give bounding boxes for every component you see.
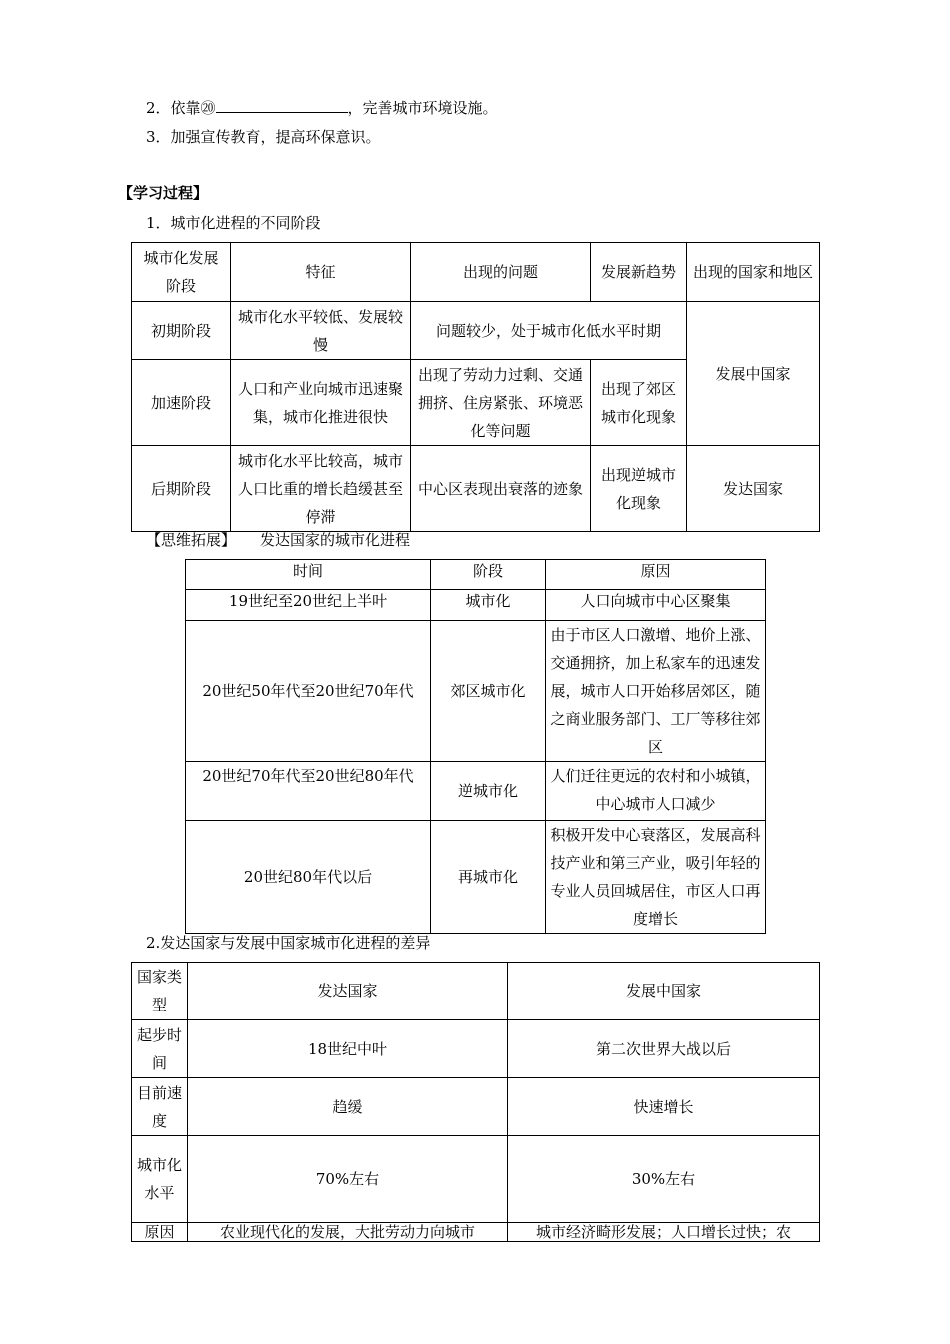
table-header-cell: 国家类型	[132, 963, 188, 1020]
table-cell: 20世纪50年代至20世纪70年代	[186, 621, 431, 762]
fill-in-blank[interactable]	[216, 98, 348, 113]
table-header-cell: 城市化发展阶段	[132, 243, 231, 302]
table-cell: 第二次世界大战以后	[508, 1020, 820, 1078]
table-cell: 初期阶段	[132, 302, 231, 360]
table-cell: 出现了劳动力过剩、交通拥挤、住房紧张、环境恶化等问题	[411, 360, 591, 446]
table-row	[186, 762, 766, 821]
table-cell: 20世纪70年代至20世纪80年代	[186, 762, 431, 821]
table-cell: 城市经济畸形发展；人口增长过快；农	[508, 1223, 820, 1242]
table-cell: 城市化	[431, 590, 546, 621]
table-header-cell: 出现的国家和地区	[687, 243, 820, 302]
table-row	[132, 446, 820, 532]
table-header-row	[186, 560, 766, 590]
table-cell: 发展中国家	[687, 302, 820, 446]
table-row	[132, 1078, 820, 1136]
table-cell: 原因	[132, 1223, 188, 1242]
table-row	[132, 1136, 820, 1223]
table-cell: 出现逆城市化现象	[591, 446, 687, 532]
table-cell: 人口和产业向城市迅速聚集，城市化推进很快	[231, 360, 411, 446]
table-cell: 20世纪80年代以后	[186, 821, 431, 934]
table-cell: 加速阶段	[132, 360, 231, 446]
table-header-cell: 阶段	[431, 560, 546, 590]
thinking-heading	[146, 530, 410, 550]
thinking-label: 【思维拓展】	[146, 531, 237, 549]
table-cell: 人口向城市中心区聚集	[546, 590, 766, 621]
table-header-cell: 发展中国家	[508, 963, 820, 1020]
table-header-cell: 时间	[186, 560, 431, 590]
table-cell: 积极开发中心衰落区，发展高科技产业和第三产业，吸引年轻的专业人员回城居住，市区人口再度增长	[546, 821, 766, 934]
table-cell: 30%左右	[508, 1136, 820, 1223]
table-cell: 发达国家	[687, 446, 820, 532]
table-cell: 农业现代化的发展，大批劳动力向城市	[188, 1223, 508, 1242]
table-cell: 18世纪中叶	[188, 1020, 508, 1078]
table-header-cell: 发达国家	[188, 963, 508, 1020]
table-row	[186, 621, 766, 762]
urbanization-stages-table	[131, 242, 820, 532]
table-cell: 再城市化	[431, 821, 546, 934]
subheading-1: 1．城市化进程的不同阶段	[146, 214, 321, 232]
table-cell: 城市化水平	[132, 1136, 188, 1223]
table-cell: 问题较少，处于城市化低水平时期	[411, 302, 687, 360]
table-header-row	[132, 963, 820, 1020]
table-cell: 由于市区人口激增、地价上涨、交通拥挤，加上私家车的迅速发展，城市人口开始移居郊区，随之商业服务部门、工厂等移往郊区	[546, 621, 766, 762]
table-row	[132, 1020, 820, 1078]
table-row	[186, 590, 766, 621]
table-row	[186, 821, 766, 934]
table-header-row	[132, 243, 820, 302]
table-header-cell: 特征	[231, 243, 411, 302]
intro-item-2-suffix: ，完善城市环境设施。	[347, 99, 498, 117]
table-cell: 19世纪至20世纪上半叶	[186, 590, 431, 621]
intro-item-2-prefix: 2．依靠⑳	[146, 99, 216, 117]
table-cell: 70%左右	[188, 1136, 508, 1223]
thinking-title: 发达国家的城市化进程	[260, 531, 411, 549]
table-cell: 出现了郊区城市化现象	[591, 360, 687, 446]
table-cell: 逆城市化	[431, 762, 546, 821]
table-cell: 目前速度	[132, 1078, 188, 1136]
table-cell: 起步时间	[132, 1020, 188, 1078]
section-heading: 【学习过程】	[118, 184, 209, 202]
table-header-cell: 发展新趋势	[591, 243, 687, 302]
intro-item-3: 3．加强宣传教育，提高环保意识。	[146, 128, 381, 146]
subheading-2: 2.发达国家与发展中国家城市化进程的差异	[146, 934, 431, 952]
table-row	[132, 1223, 820, 1242]
table-header-cell: 原因	[546, 560, 766, 590]
table-cell: 趋缓	[188, 1078, 508, 1136]
table-cell: 人们迁往更远的农村和小城镇，中心城市人口减少	[546, 762, 766, 821]
table-cell: 城市化水平比较高，城市人口比重的增长趋缓甚至停滞	[231, 446, 411, 532]
table-cell: 快速增长	[508, 1078, 820, 1136]
intro-item-2	[146, 98, 498, 118]
table-cell: 中心区表现出衰落的迹象	[411, 446, 591, 532]
table-cell: 郊区城市化	[431, 621, 546, 762]
table-cell: 城市化水平较低、发展较慢	[231, 302, 411, 360]
table-row	[132, 302, 820, 360]
country-difference-table	[131, 962, 820, 1242]
developed-countries-process-table	[185, 559, 766, 934]
table-cell: 后期阶段	[132, 446, 231, 532]
table-header-cell: 出现的问题	[411, 243, 591, 302]
